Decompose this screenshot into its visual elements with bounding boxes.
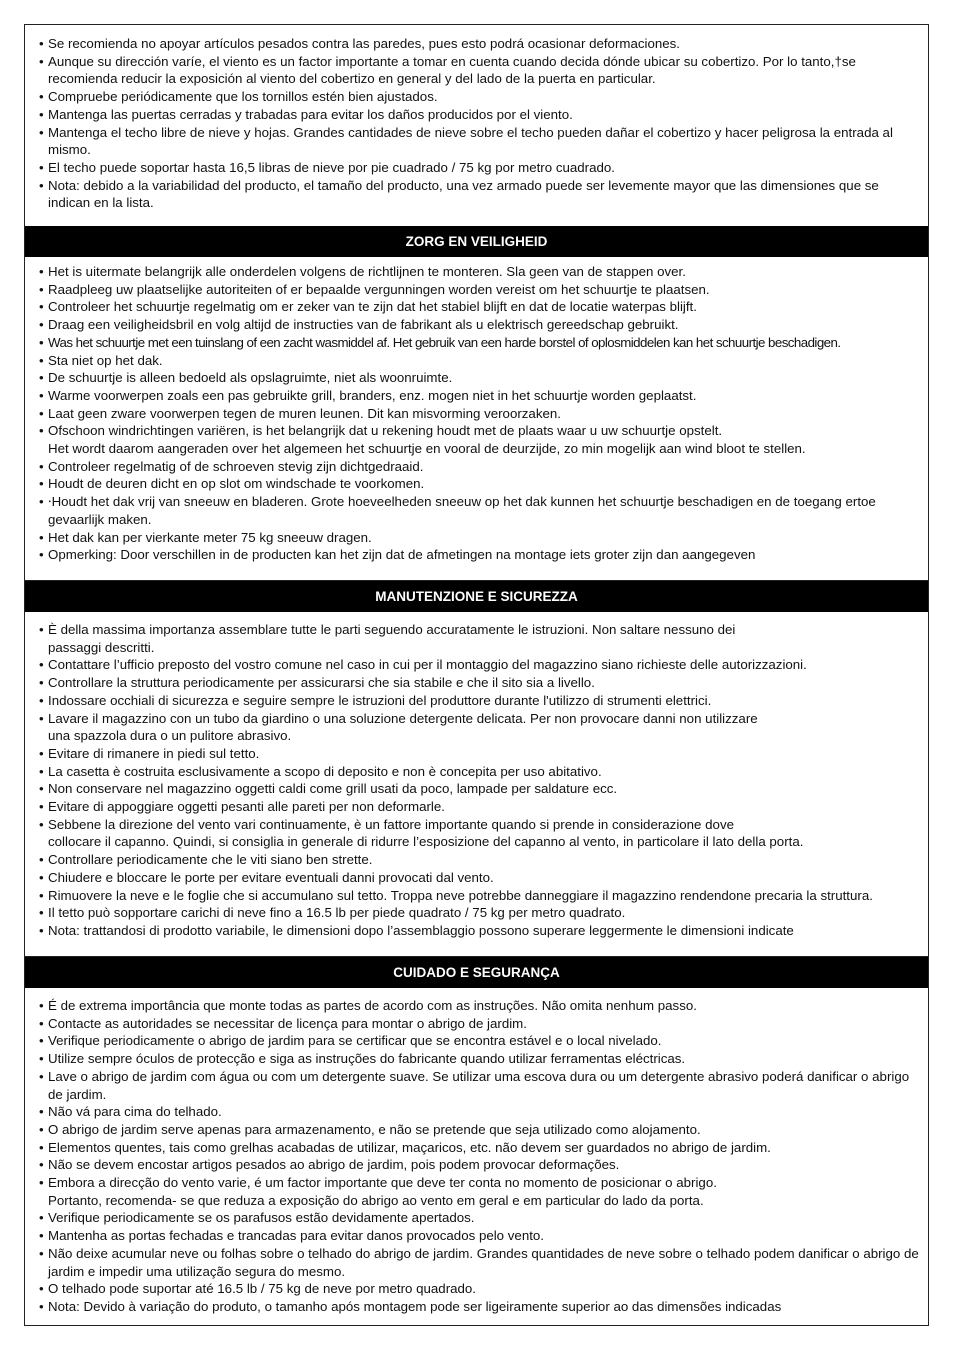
bullet-list-portuguese	[39, 997, 920, 1316]
bullet-item: • Il tetto può sopportare carichi di neve fino a 16.5 lb per piede quadrato / 75 kg per metro quadrato.	[39, 905, 626, 921]
bullet-item: • La casetta è costruita esclusivamente a scopo di deposito e non è concepita per uso abitativo.	[39, 763, 602, 779]
bullet-item: • Chiudere e bloccare le porte per evitare eventuali danni provocati dal vento.	[39, 869, 494, 885]
bullet-item: • Utilize sempre óculos de protecção e siga as instruções do fabricante quando utilizar ferramentas eléctricas.	[39, 1051, 686, 1067]
section-spanish	[25, 35, 928, 212]
bullet-item: • Lavare il magazzino con un tubo da giardino o una soluzione detergente delicata. Per non provocare danni non utilizzare una spazzola dura o un pulitore abrasivo.	[39, 710, 758, 744]
bullet-item: • Non conservare nel magazzino oggetti caldi come grill usati da poco, lampade per saldature ecc.	[39, 781, 618, 797]
bullet-item: • Não se devem encostar artigos pesados ao abrigo de jardim, pois podem provocar deformações.	[39, 1157, 620, 1173]
bullet-item: • Elementos quentes, tais como grelhas acabadas de utilizar, maçaricos, etc. não devem ser guardados no abrigo de jardim.	[39, 1139, 771, 1155]
bullet-item: • Opmerking: Door verschillen in de producten kan het zijn dat de afmetingen na montage iets groter zijn dan aangegeven	[39, 547, 756, 563]
bullet-item: • Laat geen zware voorwerpen tegen de muren leunen. Dit kan misvorming veroorzaken.	[39, 405, 561, 421]
bullet-item: • Verifique periodicamente o abrigo de jardim para se certificar que se encontra estável e o local nivelado.	[39, 1033, 662, 1049]
bullet-item: • Evitare di appoggiare oggetti pesanti alle pareti per non deformarle.	[39, 799, 445, 815]
bullet-item: • Não vá para cima do telhado.	[39, 1104, 222, 1120]
section-title-dutch: ZORG EN VEILIGHEID	[25, 226, 928, 257]
bullet-item: • Controleer regelmatig of de schroeven stevig zijn dichtgedraaid.	[39, 458, 424, 474]
bullet-item: • Nota: trattandosi di prodotto variabile, le dimensioni dopo l’assemblaggio possono superare leggermente le dimensioni indicate	[39, 922, 794, 938]
bullet-item: • Het dak kan per vierkante meter 75 kg sneeuw dragen.	[39, 529, 372, 545]
section-dutch	[25, 263, 928, 564]
bullet-item: • Contacte as autoridades se necessitar de licença para montar o abrigo de jardim.	[39, 1015, 527, 1031]
bullet-item: • Controleer het schuurtje regelmatig om er zeker van te zijn dat het stabiel blijft en dat de locatie waterpas blijft.	[39, 299, 697, 315]
bullet-item: • De schuurtje is alleen bedoeld als opslagruimte, niet als woonruimte.	[39, 370, 453, 386]
section-portuguese	[25, 997, 928, 1316]
bullet-item: • Controllare periodicamente che le viti siano ben strette.	[39, 852, 373, 868]
document-frame	[24, 24, 929, 1326]
bullet-item: • Ofschoon windrichtingen variëren, is het belangrijk dat u rekening houdt met de plaats waar u uw schuurtje opstelt. Het wordt daarom aangeraden over het algemeen het schuurtje en vooral de deurzijde, zo min mogelijk aan wind bloot te stellen.	[39, 423, 806, 457]
bullet-item: • Nota: Devido à variação do produto, o tamanho após montagem pode ser ligeiramente superior ao das dimensões indicadas	[39, 1298, 782, 1314]
bullet-item: • Sta niet op het dak.	[39, 352, 163, 368]
bullet-item: • Não deixe acumular neve ou folhas sobre o telhado do abrigo de jardim. Grandes quantidades de neve sobre o telhado podem danificar o abrigo de jardim e impedir uma utilização segura do mesmo.	[39, 1245, 919, 1279]
bullet-item: • Sebbene la direzione del vento vari continuamente, è un fattore importante quando si prende in considerazione dove collocare il capanno. Quindi, si consiglia in generale di ridurre l’esposizione del capanno al vento, in particolare il lato della porta.	[39, 816, 804, 850]
bullet-item: • Rimuovere la neve e le foglie che si accumulano sul tetto. Troppa neve potrebbe danneggiare il magazzino rendendone precaria la struttura.	[39, 887, 873, 903]
bullet-item: • Nota: debido a la variabilidad del producto, el tamaño del producto, una vez armado puede ser levemente mayor que las dimensiones que se indican en la lista.	[39, 177, 879, 211]
section-italian	[25, 621, 928, 940]
section-title-portuguese: CUIDADO E SEGURANÇA	[25, 957, 928, 988]
bullet-item: • Het is uitermate belangrijk alle onderdelen volgens de richtlijnen te monteren. Sla geen van de stappen over.	[39, 264, 686, 279]
bullet-item: • O abrigo de jardim serve apenas para armazenamento, e não se pretende que seja utilizado como alojamento.	[39, 1121, 701, 1137]
bullet-item: • Mantenha as portas fechadas e trancadas para evitar danos provocados pelo vento.	[39, 1228, 544, 1244]
bullet-item: • ⸱Houdt het dak vrij van sneeuw en bladeren. Grote hoeveelheden sneeuw op het dak kunnen het schuurtje beschadigen en de toegang ertoe gevaarlijk maken.	[39, 494, 876, 527]
bullet-item: • Compruebe periódicamente que los tornillos estén bien ajustados.	[39, 89, 438, 105]
bullet-item: • Raadpleeg uw plaatselijke autoriteiten of er bepaalde vergunningen worden vereist om het schuurtje te plaatsen.	[39, 281, 710, 297]
bullet-item: • Verifique periodicamente se os parafusos estão devidamente apertados.	[39, 1210, 475, 1226]
bullet-item: • Indossare occhiali di sicurezza e seguire sempre le istruzioni del produttore durante l'utilizzo di strumenti elettrici.	[39, 692, 712, 708]
bullet-item: • Draag een veiligheidsbril en volg altijd de instructies van de fabrikant als u elektrisch gereedschap gebruikt.	[39, 317, 679, 333]
bullet-item: • El techo puede soportar hasta 16,5 libras de nieve por pie cuadrado / 75 kg por metro cuadrado.	[39, 159, 615, 175]
bullet-item: • Mantenga el techo libre de nieve y hojas. Grandes cantidades de nieve sobre el techo pueden dañar el cobertizo y hacer peligrosa la entrada al mismo.	[39, 124, 893, 158]
bullet-item: • Mantenga las puertas cerradas y trabadas para evitar los daños producidos por el viento.	[39, 106, 573, 122]
bullet-item: • Controllare la struttura periodicamente per assicurarsi che sia stabile e che il sito sia a livello.	[39, 675, 595, 691]
bullet-item: • Evitare di rimanere in piedi sul tetto.	[39, 745, 260, 761]
bullet-item: • Lave o abrigo de jardim com água ou com um detergente suave. Se utilizar uma escova dura ou um detergente abrasivo poderá danificar o abrigo de jardim.	[39, 1068, 910, 1102]
bullet-item: • Contattare l’ufficio preposto del vostro comune nel caso in cui per il montaggio del magazzino siano richieste delle autorizzazioni.	[39, 657, 807, 673]
bullet-item: • É de extrema importância que monte todas as partes de acordo com as instruções. Não omita nenhum passo.	[39, 998, 697, 1013]
bullet-item: • Houdt de deuren dicht en op slot om windschade te voorkomen.	[39, 476, 425, 492]
bullet-item: • Embora a direcção do vento varie, é um factor importante que deve ter conta no momento de posicionar o abrigo. Portanto, recomenda- se que reduza a exposição do abrigo ao vento em geral e em particular do lado da porta.	[39, 1175, 717, 1208]
bullet-item: • Was het schuurtje met een tuinslang of een zacht wasmiddel af. Het gebruik van een harde borstel of oplosmiddelen kan het schuurtje beschadigen.	[39, 334, 841, 350]
bullet-item: • O telhado pode suportar até 16.5 lb / 75 kg de neve por metro quadrado.	[39, 1281, 477, 1297]
bullet-item: • Warme voorwerpen zoals een pas gebruikte grill, branders, enz. mogen niet in het schuurtje worden geplaatst.	[39, 387, 697, 403]
section-title-italian: MANUTENZIONE E SICUREZZA	[25, 581, 928, 612]
bullet-item: • Aunque su dirección varíe, el viento es un factor importante a tomar en cuenta cuando decida dónde ubicar su cobertizo. Por lo tanto,†se recomienda reducir la exposición al viento del cobertizo en general y del lado de la puerta en particular.	[39, 53, 856, 87]
bullet-list-spanish	[39, 35, 920, 212]
bullet-list-italian	[39, 621, 920, 940]
bullet-list-dutch	[39, 263, 920, 564]
bullet-item: • Se recomienda no apoyar artículos pesados contra las paredes, pues esto podrá ocasionar deformaciones.	[39, 36, 680, 51]
bullet-item: • È della massima importanza assemblare tutte le parti seguendo accuratamente le istruzioni. Non saltare nessuno dei passaggi descritti.	[39, 622, 736, 655]
